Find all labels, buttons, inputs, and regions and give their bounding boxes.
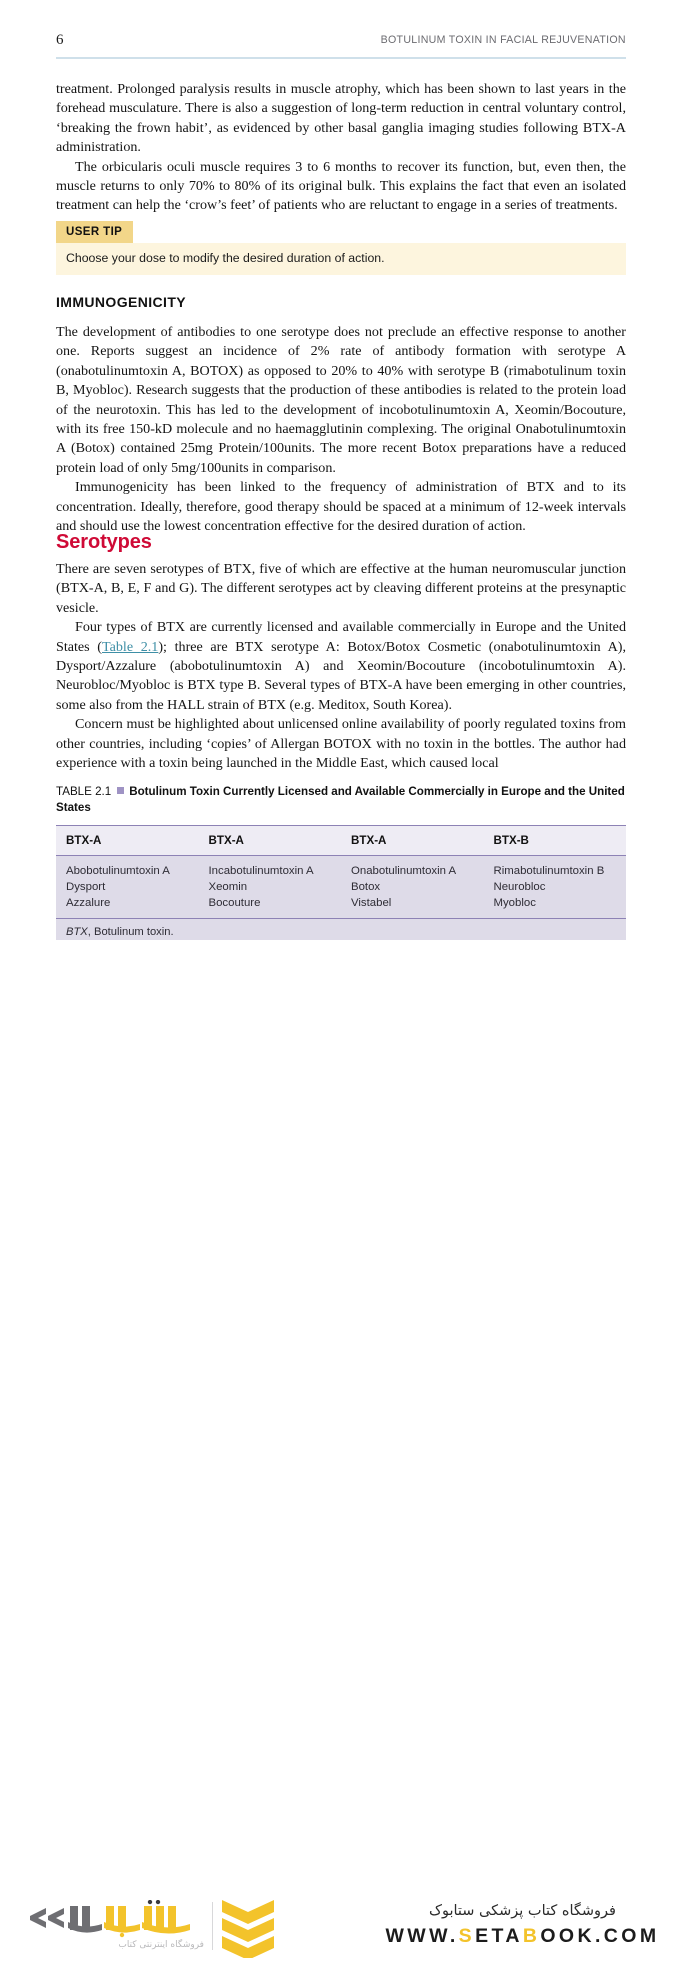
section-heading-serotypes: Serotypes	[56, 531, 152, 553]
table-cell: Azzalure	[56, 895, 199, 919]
page-number: 6	[56, 32, 64, 48]
setabook-logo-tagline: فروشگاه اینترنتی کتاب	[118, 1940, 204, 1950]
site-url-accent-b: B	[522, 1925, 541, 1947]
table-footnote-abbr: BTX	[66, 926, 88, 938]
paragraph-with-table-reference	[56, 618, 626, 715]
table-2-1-block	[56, 784, 626, 952]
table-cell: Incabotulinumtoxin A	[199, 856, 342, 880]
user-tip-text: Choose your dose to modify the desired duration of action.	[56, 243, 626, 275]
table-cell: Vistabel	[341, 895, 484, 919]
document-page	[0, 0, 682, 940]
table-cell: Neurobloc	[484, 879, 627, 895]
logo-divider	[212, 1902, 213, 1950]
table-cell: Xeomin	[199, 879, 342, 895]
section-immunogenicity	[56, 323, 626, 536]
running-head	[56, 32, 626, 58]
site-tagline-fa: فروشگاه کتاب پزشکی ستابوک	[428, 1903, 616, 1919]
paragraph-text-after-link: ); three are BTX serotype A: Botox/Botox Cosmetic (onabotulinumtoxin A), Dysport/Azzalure (abobotulinumtoxin A) and Xeomin/Bocouture (incobotulinumtoxin A). Neurobloc/Myobloc is BTX type B. Several types of BTX-A have been emerging in other countries, some also from the HALL strain of BTX (e.g. Meditox, South Korea).	[56, 638, 626, 713]
paragraph: The development of antibodies to one serotype does not preclude an effective response to another one. Reports suggest an incidence of 2% rate of antibody formation with serotype A (onabotulinumtoxin A, BOTOX) as opposed to 20% to 40% with serotype B (rimabotulinum toxin B, Myobloc). Research suggests that the production of these antibodies is related to the protein load of the neurotoxin. This has led to the development of incobotulinumtoxin A, Xeomin/Bocouture, with its free 150-kD molecule and no haemagglutinin complexing. The original Onabotulinumtoxin A (Botox) contained 25mg Protein/100units. The more recent Botox preparations have a reduced protein load of only 5mg/100units in comparison.	[56, 324, 626, 476]
running-head-rule	[56, 57, 626, 59]
table-header-cell: BTX-A	[199, 826, 342, 856]
section-serotypes	[56, 560, 626, 773]
user-tip-callout	[56, 221, 626, 275]
paragraph: Immunogenicity has been linked to the frequency of administration of BTX and to its concentration. Ideally, therefore, good therapy should be spaced at a minimum of 12-week intervals and should use the lowest concentration effective for the desired duration of action.	[56, 479, 626, 535]
table-header-cell: BTX-A	[56, 826, 199, 856]
site-url-part-1: WWW.	[385, 1925, 459, 1947]
paragraph: Concern must be highlighted about unlicensed online availability of poorly regulated toxins from other countries, including ‘copies’ of Allergan BOTOX with no toxin in the bottles. The author had experience with a toxin being launched in the Middle East, which caused local	[56, 716, 626, 772]
table-row	[56, 856, 626, 880]
table-header-row	[56, 826, 626, 856]
table-cell: Botox	[341, 879, 484, 895]
site-info	[380, 1899, 665, 1949]
site-url-accent-s: S	[458, 1925, 476, 1947]
table-cell: Abobotulinumtoxin A	[56, 856, 199, 880]
paragraph: treatment. Prolonged paralysis results in muscle atrophy, which has been shown to last years in the forehead musculature. There is also a suggestion of long-term reduction in central voluntary control, ‘breaking the frown habit’, as evidenced by other basal ganglia imaging studies following BTX-A administration.	[56, 81, 626, 156]
table-caption	[56, 784, 626, 825]
site-url-part-3: OOK.COM	[540, 1925, 660, 1947]
setabook-logo-svg	[24, 1900, 204, 1942]
setabook-logo-wordmark	[24, 1900, 204, 1942]
site-url-part-2: ETA	[475, 1925, 523, 1947]
table-cell: Rimabotulinumtoxin B	[484, 856, 627, 880]
section-heading-immunogenicity: IMMUNOGENICITY	[56, 294, 187, 310]
user-tip-label: USER TIP	[56, 221, 133, 243]
table-header-cell: BTX-A	[341, 826, 484, 856]
chevron-mark-svg	[220, 1898, 276, 1958]
table-header-cell: BTX-B	[484, 826, 627, 856]
table-caption-number: TABLE 2.1	[56, 785, 112, 798]
paragraph: The orbicularis oculi muscle requires 3 to 6 months to recover its function, but, even then, the muscle returns to only 70% to 80% of its original bulk. This explains the fact that even an isolated treatment can help the ‘crow’s feet’ of patients who are reluctant to engage in a series of treatments.	[56, 158, 626, 214]
body-text-top	[56, 80, 626, 216]
table-cell: Bocouture	[199, 895, 342, 919]
setabook-logo[interactable]	[24, 1898, 254, 1964]
table-2-1	[56, 825, 626, 947]
paragraph-text-before-link: Four types of BTX are currently licensed and available commercially in Europe and the United States (	[56, 619, 626, 655]
table-cell: Myobloc	[484, 895, 627, 919]
table-cell: Onabotulinumtoxin A	[341, 856, 484, 880]
footer-banner	[0, 940, 682, 1950]
table-caption-title: Botulinum Toxin Currently Licensed and Available Commercially in Europe and the United States	[56, 785, 625, 814]
running-head-title: BOTULINUM TOXIN IN FACIAL REJUVENATION	[380, 34, 626, 46]
table-2-1-link[interactable]: Table 2.1	[102, 638, 159, 655]
table-footnote-text: , Botulinum toxin.	[87, 926, 174, 938]
site-url[interactable]	[380, 1923, 665, 1949]
chevron-mark-icon	[220, 1898, 276, 1963]
table-row	[56, 879, 626, 895]
table-cell: Dysport	[56, 879, 199, 895]
paragraph: There are seven serotypes of BTX, five of which are effective at the human neuromuscular junction (BTX-A, B, E, F and G). The different serotypes act by cleaving different proteins at the presynaptic vesicle.	[56, 561, 626, 616]
square-marker-icon	[117, 787, 124, 794]
table-row	[56, 895, 626, 919]
